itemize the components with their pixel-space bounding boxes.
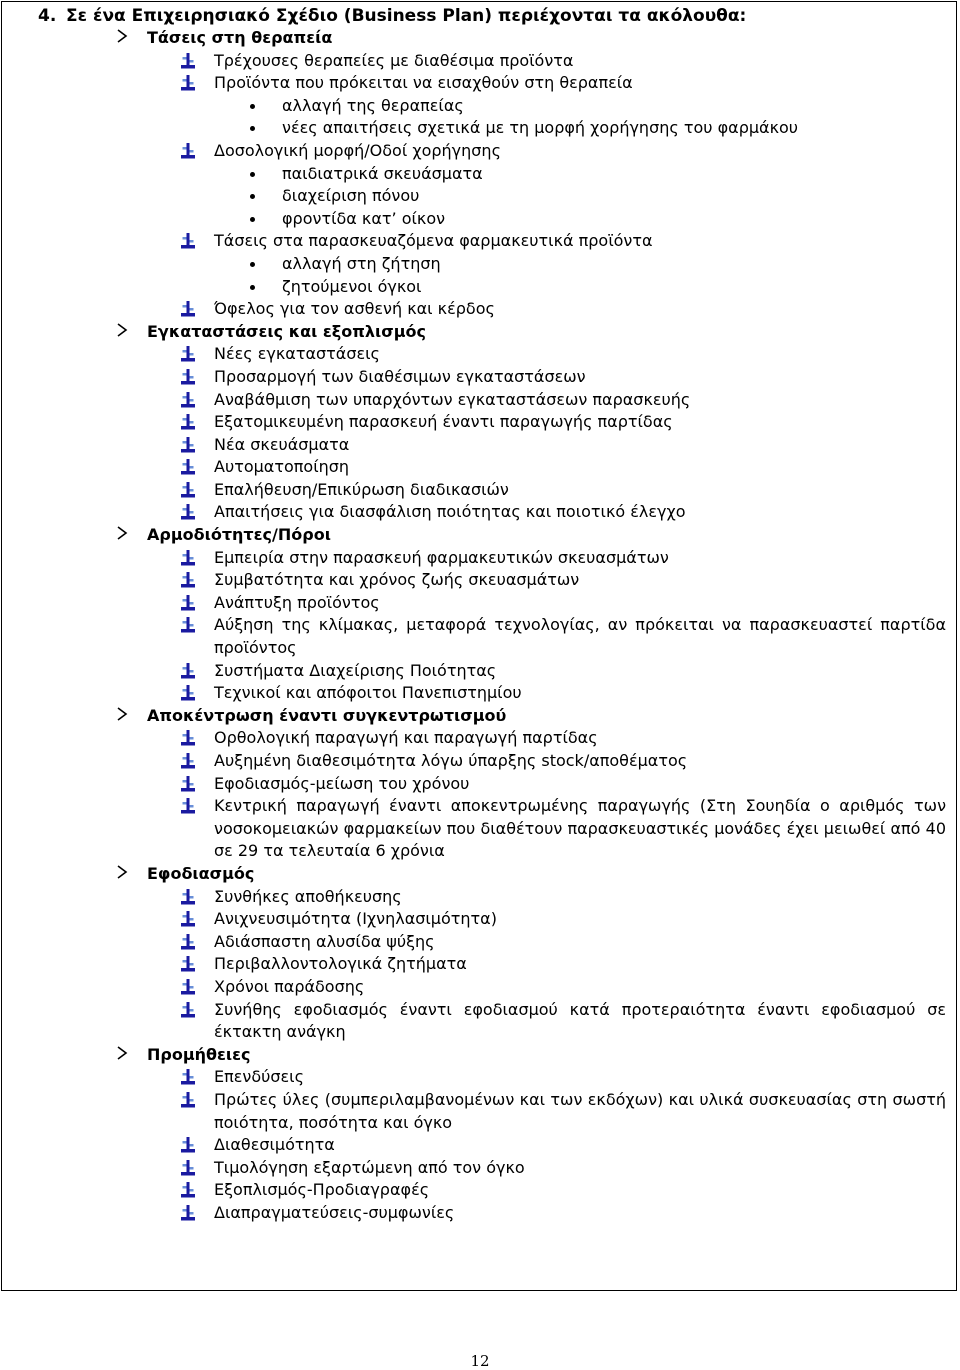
section-title: Εγκαταστάσεις και εξοπλισμός — [147, 321, 426, 341]
list-item-text: Δοσολογική μορφή/Οδοί χορήγησης — [214, 140, 501, 160]
bullet-icon — [181, 663, 195, 679]
list-item — [0, 366, 960, 389]
list-item — [0, 1066, 960, 1089]
list-item-text: Τάσεις στα παρασκευαζόμενα φαρμακευτικά προϊόντα — [214, 231, 653, 251]
list-item-text: Αδιάσπαστη αλυσίδα ψύξης — [214, 931, 435, 951]
sub-list-item-text: παιδιατρικά σκευάσματα — [282, 163, 483, 183]
bullet-icon — [181, 459, 195, 475]
bullet-icon — [181, 550, 195, 566]
sub-list-item — [0, 163, 960, 186]
page-number: 12 — [470, 1352, 490, 1370]
bullet-icon — [181, 798, 195, 814]
heading — [38, 5, 746, 27]
bullet-icon — [181, 1002, 195, 1018]
list-item-text: Όφελος για τον ασθενή και κέρδος — [214, 299, 495, 319]
list-item — [0, 660, 960, 683]
bullet-icon — [181, 572, 195, 588]
list-item — [0, 72, 960, 95]
list-item-text: Εμπειρία στην παρασκευή φαρμακευτικών σκευασμάτων — [214, 547, 669, 567]
list-item-text: Εφοδιασμός-μείωση του χρόνου — [214, 773, 470, 793]
section-heading — [0, 705, 960, 728]
bullet-dot-icon — [250, 194, 255, 199]
list-item — [0, 298, 960, 321]
list-item-text: Αναβάθμιση των υπαρχόντων εγκαταστάσεων παρασκευής — [214, 389, 691, 409]
list-item — [0, 547, 960, 570]
list-item — [0, 931, 960, 954]
sub-list-item — [0, 185, 960, 208]
bullet-icon — [181, 143, 195, 159]
list-item — [0, 343, 960, 366]
list-item — [0, 976, 960, 999]
sub-list-item-text: αλλαγή της θεραπείας — [282, 95, 464, 115]
section-heading — [0, 1044, 960, 1067]
list-item-text: Συνθήκες αποθήκευσης — [214, 886, 402, 906]
bullet-dot-icon — [250, 104, 255, 109]
list-item — [0, 50, 960, 73]
list-item-text: Νέα σκευάσματα — [214, 434, 350, 454]
list-item — [0, 569, 960, 592]
bullet-icon — [181, 414, 195, 430]
list-item-text: Απαιτήσεις για διασφάλιση ποιότητας και ποιοτικό έλεγχο — [214, 502, 686, 522]
bullet-dot-icon — [250, 262, 255, 267]
bullet-icon — [181, 369, 195, 385]
chevron-right-icon — [112, 1044, 132, 1067]
list-item — [0, 434, 960, 457]
list-item — [0, 727, 960, 750]
list-item — [0, 999, 960, 1044]
list-item-text: Αυξημένη διαθεσιμότητα λόγω ύπαρξης stock/αποθέματος — [214, 751, 688, 770]
heading-text: Σε ένα Επιχειρησιακό Σχέδιο (Business Plan) περιέχονται τα ακόλουθα: — [66, 6, 747, 26]
list-item — [0, 886, 960, 909]
list-item — [0, 1157, 960, 1180]
list-item-text: Επενδύσεις — [214, 1067, 304, 1087]
bullet-dot-icon — [250, 126, 255, 131]
bullet-icon — [181, 617, 195, 633]
section-heading — [0, 321, 960, 344]
list-item-text: Συμβατότητα και χρόνος ζωής σκευασμάτων — [214, 570, 580, 590]
list-item-text: Πρώτες ύλες (συμπεριλαμβανομένων και των εκδόχων) και υλικά συσκευασίας στη σωστή ποιότητα, ποσότητα και όγκο — [214, 1089, 946, 1132]
bullet-icon — [181, 889, 195, 905]
list-item — [0, 953, 960, 976]
bullet-icon — [181, 53, 195, 69]
list-item-text: Περιβαλλοντολογικά ζητήματα — [214, 954, 467, 974]
sub-list-item-text: αλλαγή στη ζήτηση — [282, 253, 441, 273]
bullet-icon — [181, 730, 195, 746]
outline — [0, 27, 960, 1224]
list-item-text: Αύξηση της κλίμακας, μεταφορά τεχνολογίας, αν πρόκειται να παρασκευαστεί παρτίδα προϊόντος — [214, 615, 946, 658]
list-item-text: Τεχνικοί και απόφοιτοι Πανεπιστημίου — [214, 683, 522, 703]
chevron-right-icon — [112, 863, 132, 886]
list-item — [0, 908, 960, 931]
list-item — [0, 750, 960, 773]
list-item-text: Ανάπτυξη προϊόντος — [214, 592, 380, 612]
chevron-right-icon — [112, 524, 132, 547]
list-item — [0, 1179, 960, 1202]
list-item-text: Διαπραγματεύσεις-συμφωνίες — [214, 1202, 455, 1222]
list-item-text: Τιμολόγηση εξαρτώμενη από τον όγκο — [214, 1157, 525, 1177]
section-title: Αρμοδιότητες/Πόροι — [147, 525, 331, 545]
bullet-icon — [181, 437, 195, 453]
bullet-icon — [181, 1160, 195, 1176]
list-item — [0, 682, 960, 705]
list-item — [0, 411, 960, 434]
sub-list-item-text: διαχείριση πόνου — [282, 186, 420, 206]
bullet-icon — [181, 956, 195, 972]
bullet-icon — [181, 504, 195, 520]
section-title: Αποκέντρωση έναντι συγκεντρωτισμού — [147, 705, 507, 725]
bullet-icon — [181, 1137, 195, 1153]
bullet-icon — [181, 595, 195, 611]
sub-list-item-text: νέες απαιτήσεις σχετικά με τη μορφή χορήγησης του φαρμάκου — [282, 118, 799, 138]
list-item-text: Αυτοματοποίηση — [214, 457, 350, 477]
list-item — [0, 1089, 960, 1134]
bullet-icon — [181, 301, 195, 317]
list-item-text: Διαθεσιμότητα — [214, 1135, 335, 1155]
bullet-dot-icon — [250, 172, 255, 177]
bullet-icon — [181, 1205, 195, 1221]
heading-number: 4. — [38, 6, 57, 26]
list-item — [0, 614, 960, 659]
bullet-icon — [181, 1092, 195, 1108]
chevron-right-icon — [112, 321, 132, 344]
bullet-icon — [181, 776, 195, 792]
list-item — [0, 795, 960, 863]
list-item-text: Προσαρμογή των διαθέσιμων εγκαταστάσεων — [214, 366, 586, 386]
bullet-dot-icon — [250, 285, 255, 290]
section-title: Τάσεις στη θεραπεία — [147, 28, 333, 47]
list-item — [0, 456, 960, 479]
section-title: Προμήθειες — [147, 1044, 251, 1064]
section-title: Εφοδιασμός — [147, 863, 255, 883]
list-item-text: Ανιχνευσιμότητα (Ιχνηλασιμότητα) — [214, 909, 497, 929]
bullet-icon — [181, 685, 195, 701]
list-item-text: Τρέχουσες θεραπείες με διαθέσιμα προϊόντα — [214, 50, 574, 70]
list-item-text: Προϊόντα που πρόκειται να εισαχθούν στη θεραπεία — [214, 73, 633, 93]
list-item-text: Χρόνοι παράδοσης — [214, 976, 365, 996]
bullet-icon — [181, 1182, 195, 1198]
list-item — [0, 479, 960, 502]
bullet-dot-icon — [250, 217, 255, 222]
bullet-icon — [181, 979, 195, 995]
bullet-icon — [181, 911, 195, 927]
list-item — [0, 501, 960, 524]
list-item — [0, 1202, 960, 1225]
sub-list-item-text: φροντίδα κατ’ οίκον — [282, 208, 446, 228]
sub-list-item-text: ζητούμενοι όγκοι — [282, 276, 422, 296]
bullet-icon — [181, 482, 195, 498]
section-heading — [0, 863, 960, 886]
list-item — [0, 592, 960, 615]
sub-list-item — [0, 208, 960, 231]
bullet-icon — [181, 346, 195, 362]
bullet-icon — [181, 392, 195, 408]
list-item — [0, 389, 960, 412]
list-item-text: Συνήθης εφοδιασμός έναντι εφοδιασμού κατά προτεραιότητα έναντι εφοδιασμού σε έκτακτη ανάγκη — [214, 999, 946, 1042]
list-item-text: Νέες εγκαταστάσεις — [214, 344, 380, 364]
list-item-text: Επαλήθευση/Επικύρωση διαδικασιών — [214, 479, 509, 499]
list-item-text: Κεντρική παραγωγή έναντι αποκεντρωμένης παραγωγής (Στη Σουηδία ο αριθμός των νοσοκομειακών φαρμακείων που διαθέτουν παρασκευαστικές μονάδες έχει μειωθεί από 40 σε 29 τα τελευταία 6 χρόνια — [214, 796, 946, 861]
bullet-icon — [181, 75, 195, 91]
list-item-text: Εξατομικευμένη παρασκευή έναντι παραγωγής παρτίδας — [214, 412, 673, 432]
list-item-text: Ορθολογική παραγωγή και παραγωγή παρτίδας — [214, 728, 598, 748]
list-item — [0, 230, 960, 253]
bullet-icon — [181, 233, 195, 249]
bullet-icon — [181, 934, 195, 950]
section-heading — [0, 27, 960, 50]
chevron-right-icon — [112, 27, 132, 50]
sub-list-item — [0, 253, 960, 276]
sub-list-item — [0, 117, 960, 140]
chevron-right-icon — [112, 705, 132, 728]
bullet-icon — [181, 753, 195, 769]
list-item — [0, 140, 960, 163]
bullet-icon — [181, 1069, 195, 1085]
sub-list-item — [0, 276, 960, 299]
sub-list-item — [0, 95, 960, 118]
list-item — [0, 773, 960, 796]
section-heading — [0, 524, 960, 547]
list-item-text: Εξοπλισμός-Προδιαγραφές — [214, 1180, 430, 1200]
list-item — [0, 1134, 960, 1157]
list-item-text: Συστήματα Διαχείρισης Ποιότητας — [214, 660, 497, 680]
